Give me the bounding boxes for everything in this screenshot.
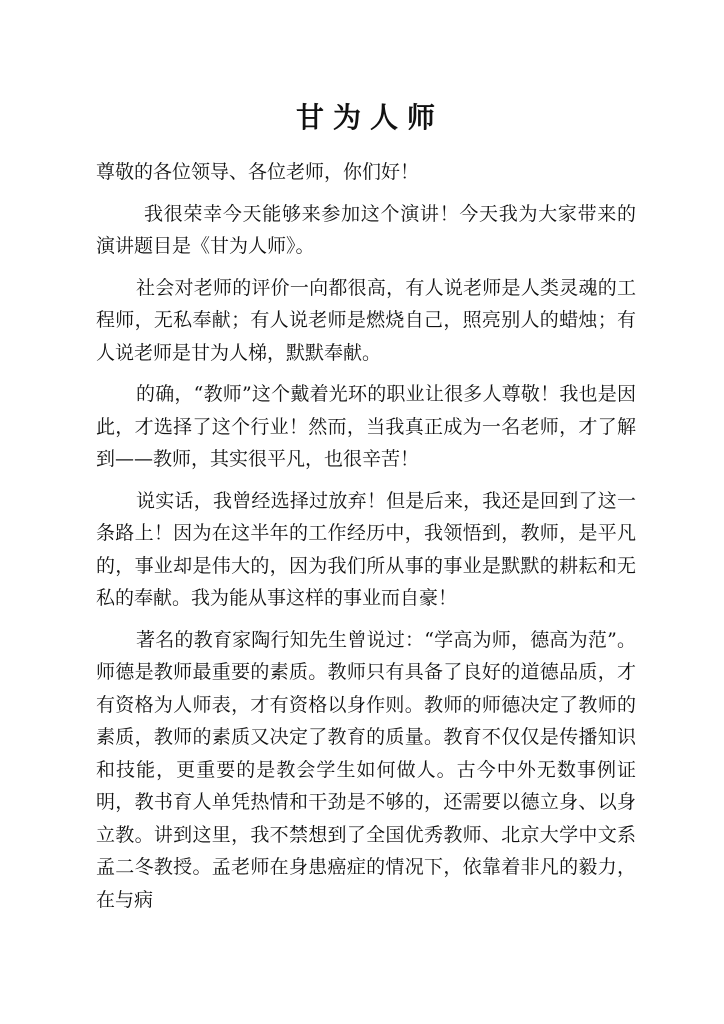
- document-title: 甘为人师: [295, 101, 444, 134]
- persistence-paragraph: 说实话，我曾经选择过放弃！但是后来，我还是回到了这一条路上！因为在这半年的工作经历中，我领悟到，教师，是平凡的，事业却是伟大的，因为我们所从事的事业是默默的耕耘和无私的奉献。我为能从事这样的事业而自豪！: [96, 489, 636, 609]
- document-page: [96, 98, 636, 916]
- greeting-paragraph: 尊敬的各位领导、各位老师，你们好！: [96, 161, 420, 183]
- ethics-paragraph: 著名的教育家陶行知先生曾说过：“学高为师，德高为范”。师德是教师最重要的素质。教师只有具备了良好的道德品质，才有资格为人师表，才有资格以身作则。教师的师德决定了教师的素质，教师的素质又决定了教育的质量。教育不仅仅是传播知识和技能，更重要的是教会学生如何做人。古今中外无数事例证明，教书育人单凭热情和干劲是不够的，还需要以德立身、以身立教。讲到这里，我不禁想到了全国优秀教师、北京大学中文系孟二冬教授。孟老师在身患癌症的情况下，依靠着非凡的毅力，在与病: [96, 628, 636, 911]
- society-paragraph: 社会对老师的评价一向都很高，有人说老师是人类灵魂的工程师，无私奉献；有人说老师是燃烧自己，照亮别人的蜡烛；有人说老师是甘为人梯，默默奉献。: [96, 276, 636, 364]
- career-choice-paragraph: 的确，“教师”这个戴着光环的职业让很多人尊敬！我也是因此，才选择了这个行业！然而，当我真正成为一名老师，才了解到——教师，其实很平凡，也很辛苦！: [96, 383, 636, 470]
- intro-paragraph: 我很荣幸今天能够来参加这个演讲！今天我为大家带来的演讲题目是《甘为人师》。: [96, 202, 636, 257]
